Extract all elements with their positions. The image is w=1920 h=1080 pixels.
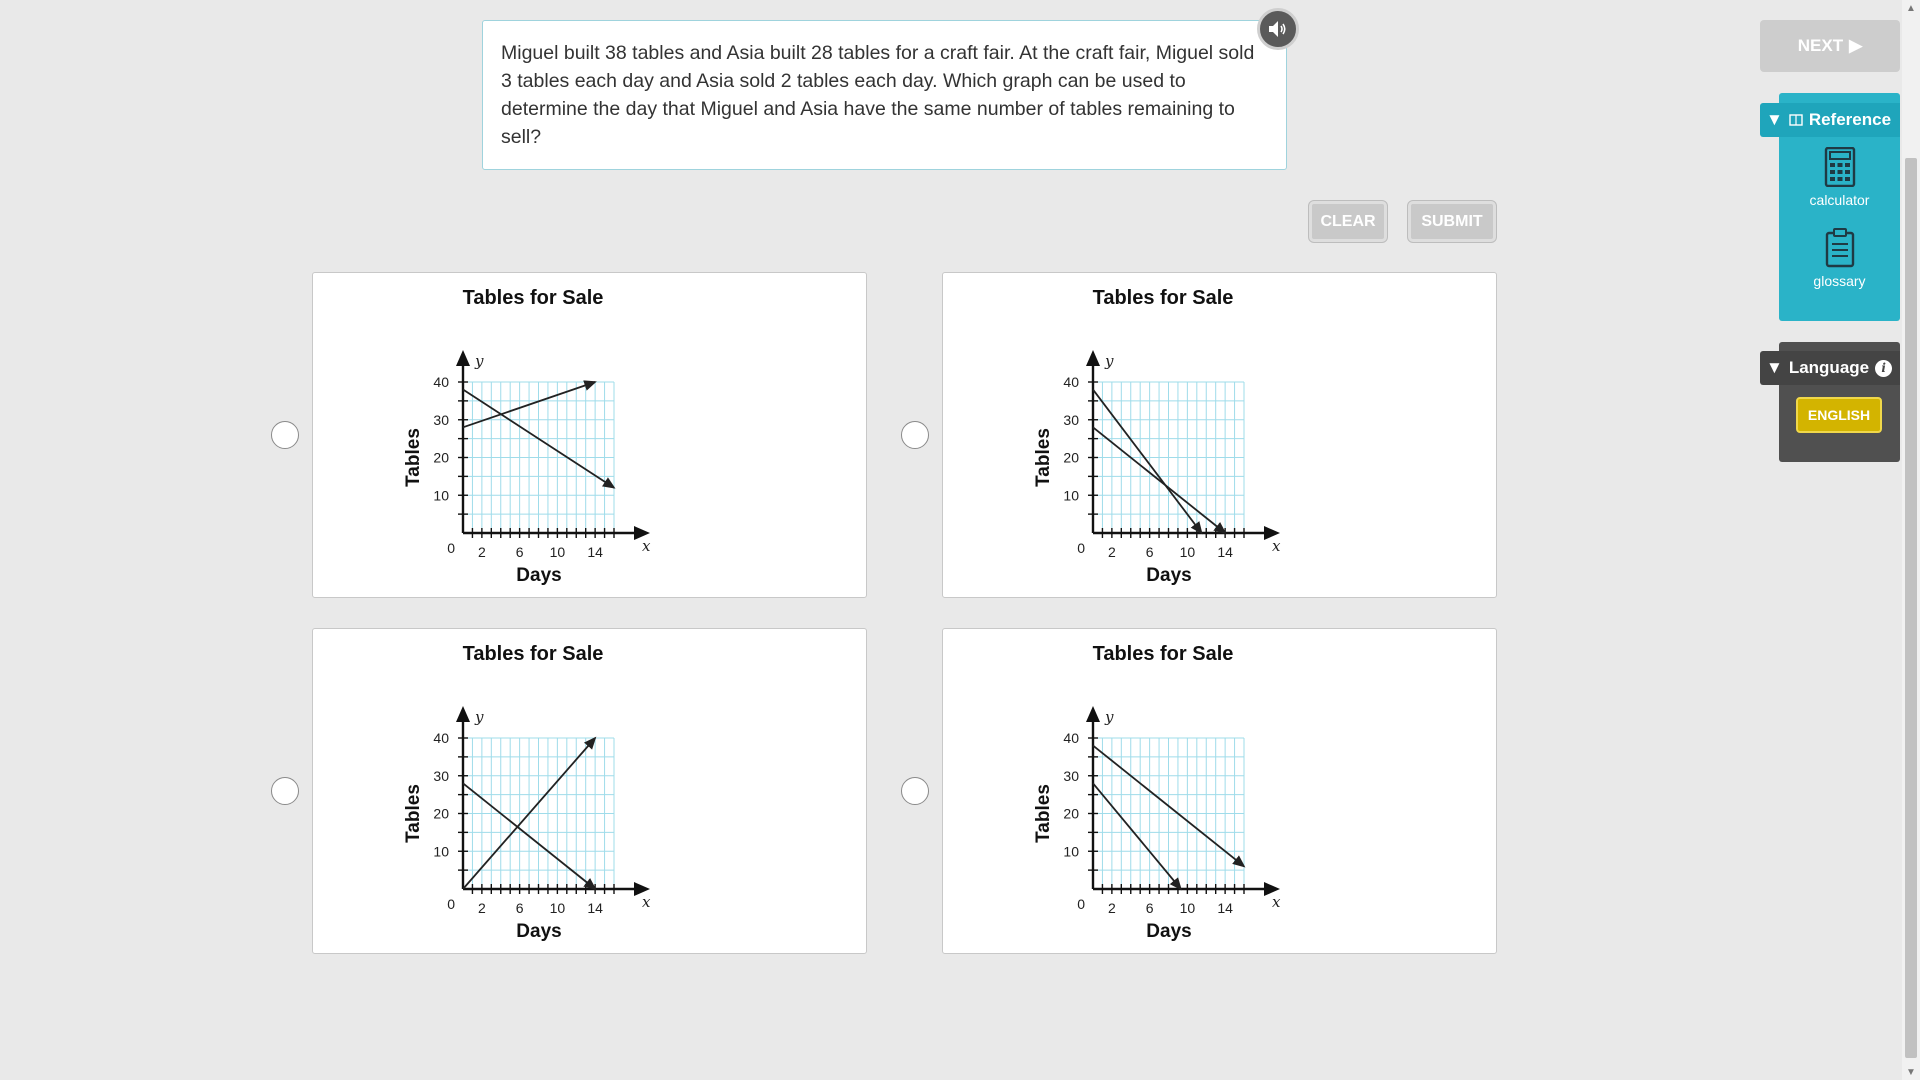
clipboard-icon bbox=[1823, 228, 1857, 268]
option-b-card[interactable] bbox=[942, 272, 1497, 598]
x-axis-letter: x bbox=[642, 893, 651, 911]
origin-label: 0 bbox=[447, 540, 455, 556]
origin-label: 0 bbox=[1077, 540, 1085, 556]
next-button[interactable] bbox=[1760, 20, 1900, 72]
y-tick-label: 30 bbox=[1063, 411, 1079, 428]
y-tick-label: 10 bbox=[1063, 843, 1079, 860]
y-axis-title: Tables bbox=[403, 784, 424, 843]
y-axis-letter: y bbox=[475, 708, 484, 726]
option-d-radio[interactable] bbox=[901, 777, 929, 805]
y-tick-label: 10 bbox=[1063, 487, 1079, 504]
origin-label: 0 bbox=[447, 896, 455, 912]
x-tick-label: 14 bbox=[587, 900, 603, 916]
calculator-icon bbox=[1823, 147, 1857, 187]
x-axis-letter: x bbox=[642, 537, 651, 555]
info-icon[interactable]: i bbox=[1875, 360, 1892, 377]
x-tick-label: 6 bbox=[515, 544, 524, 560]
x-axis-title: Days bbox=[516, 921, 562, 942]
y-tick-label: 40 bbox=[1063, 374, 1079, 390]
collapse-triangle-icon: ▼ bbox=[1766, 358, 1783, 377]
x-tick-label: 14 bbox=[1217, 544, 1233, 560]
x-tick-label: 14 bbox=[587, 544, 603, 560]
chart-title: Tables for Sale bbox=[1092, 643, 1234, 665]
x-tick-label: 2 bbox=[1107, 900, 1116, 916]
option-b-radio[interactable] bbox=[901, 421, 929, 449]
y-tick-label: 30 bbox=[433, 767, 449, 784]
x-tick-label: 6 bbox=[1145, 544, 1154, 560]
origin-label: 0 bbox=[1077, 896, 1085, 912]
language-toggle[interactable] bbox=[1760, 351, 1900, 385]
audio-button[interactable] bbox=[1257, 8, 1299, 50]
calculator-tool[interactable] bbox=[1779, 147, 1900, 208]
y-axis-title: Tables bbox=[1033, 784, 1054, 843]
x-tick-label: 2 bbox=[1107, 544, 1116, 560]
x-axis-letter: x bbox=[1272, 537, 1281, 555]
chart-title: Tables for Sale bbox=[462, 287, 604, 309]
y-axis-arrow bbox=[456, 706, 470, 722]
glossary-tool[interactable] bbox=[1779, 228, 1900, 289]
collapse-triangle-icon: ▼ bbox=[1766, 110, 1783, 129]
x-axis-letter: x bbox=[1272, 893, 1281, 911]
series-line-1 bbox=[1093, 390, 1202, 533]
english-language-button[interactable]: ENGLISH bbox=[1796, 397, 1882, 433]
y-axis-letter: y bbox=[1105, 352, 1114, 370]
scroll-up-arrow-icon[interactable]: ▲ bbox=[1906, 2, 1916, 14]
option-c-radio[interactable] bbox=[271, 777, 299, 805]
glossary-label: glossary bbox=[1813, 273, 1866, 289]
y-tick-label: 20 bbox=[433, 805, 449, 822]
vertical-scrollbar[interactable] bbox=[1902, 0, 1920, 1080]
question-box bbox=[482, 20, 1287, 170]
y-tick-label: 30 bbox=[433, 411, 449, 428]
question-text: Miguel built 38 tables and Asia built 28 tables for a craft fair. At the craft fair, Miguel sold 3 tables each day and Asia sold 2 tables each day. Which graph can be used to determine the day that Miguel and Asia have the same number of tables remaining to sell? bbox=[501, 42, 1255, 148]
series-line-2 bbox=[1093, 783, 1181, 889]
scroll-thumb[interactable] bbox=[1905, 158, 1917, 1058]
chart-c bbox=[373, 679, 733, 949]
y-tick-label: 10 bbox=[433, 487, 449, 504]
language-label: Language bbox=[1788, 358, 1870, 377]
option-a-card[interactable] bbox=[312, 272, 867, 598]
x-tick-label: 10 bbox=[1179, 544, 1196, 560]
chart-title: Tables for Sale bbox=[462, 643, 604, 665]
y-axis-arrow bbox=[456, 350, 470, 366]
option-c-card[interactable] bbox=[312, 628, 867, 954]
y-tick-label: 10 bbox=[433, 843, 449, 860]
reference-toggle[interactable] bbox=[1760, 103, 1900, 137]
reference-book-icon bbox=[1789, 114, 1803, 126]
y-tick-label: 40 bbox=[433, 374, 449, 390]
chart-d bbox=[1003, 679, 1363, 949]
y-tick-label: 40 bbox=[1063, 730, 1079, 746]
y-axis-title: Tables bbox=[1033, 428, 1054, 487]
x-axis-title: Days bbox=[1146, 565, 1192, 586]
y-axis-letter: y bbox=[1105, 708, 1114, 726]
scroll-down-arrow-icon[interactable]: ▼ bbox=[1906, 1066, 1916, 1078]
y-axis-arrow bbox=[1086, 706, 1100, 722]
chart-b bbox=[1003, 323, 1363, 593]
y-tick-label: 20 bbox=[1063, 449, 1079, 466]
option-a-radio[interactable] bbox=[271, 421, 299, 449]
chart-a bbox=[373, 323, 733, 593]
y-axis-letter: y bbox=[475, 352, 484, 370]
calculator-label: calculator bbox=[1809, 192, 1870, 208]
x-axis-title: Days bbox=[516, 565, 562, 586]
x-tick-label: 14 bbox=[1217, 900, 1233, 916]
y-axis-title: Tables bbox=[403, 428, 424, 487]
y-tick-label: 30 bbox=[1063, 767, 1079, 784]
submit-button[interactable]: SUBMIT bbox=[1408, 201, 1496, 242]
chart-title: Tables for Sale bbox=[1092, 287, 1234, 309]
clear-button[interactable]: CLEAR bbox=[1309, 201, 1387, 242]
x-tick-label: 2 bbox=[477, 544, 486, 560]
y-tick-label: 20 bbox=[1063, 805, 1079, 822]
speaker-icon bbox=[1268, 20, 1288, 38]
x-axis-title: Days bbox=[1146, 921, 1192, 942]
next-label: NEXT bbox=[1797, 36, 1844, 55]
x-tick-label: 2 bbox=[477, 900, 486, 916]
option-d-card[interactable] bbox=[942, 628, 1497, 954]
x-tick-label: 6 bbox=[1145, 900, 1154, 916]
x-tick-label: 6 bbox=[515, 900, 524, 916]
x-tick-label: 10 bbox=[549, 900, 566, 916]
reference-label: Reference bbox=[1808, 110, 1892, 129]
y-axis-arrow bbox=[1086, 350, 1100, 366]
y-tick-label: 40 bbox=[433, 730, 449, 746]
play-arrow-icon: ▶ bbox=[1849, 36, 1863, 55]
x-tick-label: 10 bbox=[549, 544, 566, 560]
x-tick-label: 10 bbox=[1179, 900, 1196, 916]
y-tick-label: 20 bbox=[433, 449, 449, 466]
